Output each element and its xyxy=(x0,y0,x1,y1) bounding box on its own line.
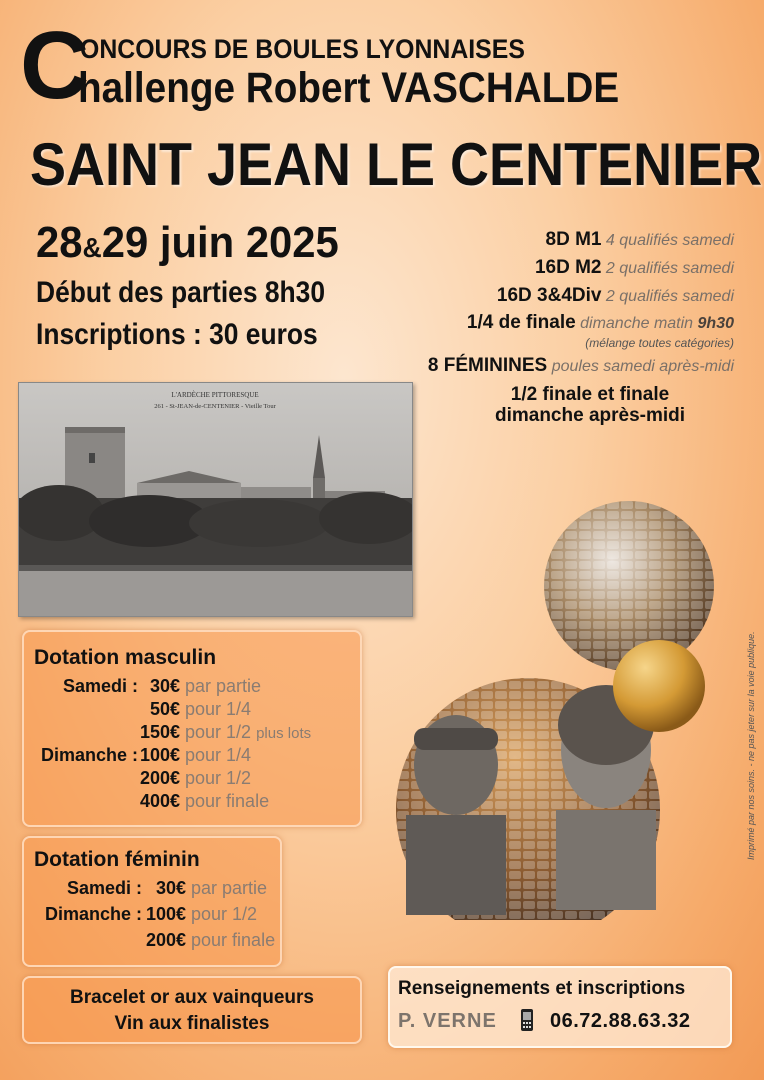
table-row xyxy=(34,745,251,766)
schedule-line-1 xyxy=(546,229,735,251)
row-desc: pour finale xyxy=(185,791,270,811)
prizes-box xyxy=(22,976,362,1044)
schedule-note: 2 qualifiés samedi xyxy=(605,260,734,277)
date-ampersand: & xyxy=(82,232,102,263)
schedule-line-4 xyxy=(467,312,734,334)
title-location: SAINT JEAN LE CENTENIER xyxy=(30,131,763,198)
contact-title: Renseignements et inscriptions xyxy=(398,978,686,999)
print-notice xyxy=(746,520,760,860)
prizes-line-1: Bracelet or aux vainqueurs xyxy=(70,987,314,1008)
dotation-feminin-title: Dotation féminin xyxy=(34,848,200,871)
registration-fee: Inscriptions : 30 euros xyxy=(36,318,318,351)
postcard-photo xyxy=(18,382,413,617)
table-row xyxy=(34,930,275,951)
schedule-category: 16D 3&4Div xyxy=(496,285,602,306)
table-row xyxy=(34,699,251,720)
finals-line-1: 1/2 finale et finale xyxy=(510,384,670,405)
schedule-line-2 xyxy=(535,257,734,279)
row-label: Dimanche : xyxy=(40,745,138,765)
postcard-caption-top: L'ARDÈCHE PITTORESQUE xyxy=(171,391,259,399)
dotation-masculin-box xyxy=(22,630,362,827)
schedule-line-3 xyxy=(497,285,734,307)
contact-box xyxy=(388,966,732,1048)
row-amount: 30€ xyxy=(149,676,180,696)
start-time: Début des parties 8h30 xyxy=(36,276,326,309)
row-amount: 100€ xyxy=(139,745,180,765)
finals-line-2: dimanche après-midi xyxy=(494,405,686,426)
schedule-line-6 xyxy=(428,355,734,377)
row-label: Samedi : xyxy=(62,676,138,696)
dotation-masculin-title: Dotation masculin xyxy=(34,646,217,669)
mobile-phone-icon xyxy=(520,1008,534,1032)
row-label: Dimanche : xyxy=(44,904,142,924)
row-amount: 400€ xyxy=(139,791,180,811)
schedule-line-5 xyxy=(585,334,734,352)
row-desc: pour 1/2 xyxy=(185,768,252,788)
row-desc: par partie xyxy=(191,878,268,898)
title-concours: ONCOURS DE BOULES LYONNAISES xyxy=(80,34,525,64)
row-label: Samedi : xyxy=(66,878,142,898)
row-desc: pour finale xyxy=(191,930,276,950)
schedule-category: 16D M2 xyxy=(534,257,602,278)
boules-graphic xyxy=(396,500,736,920)
row-extra: plus lots xyxy=(256,725,312,742)
row-desc: pour 1/4 xyxy=(185,699,252,719)
table-row xyxy=(34,878,267,899)
village-illustration xyxy=(19,383,412,616)
row-amount: 200€ xyxy=(139,768,180,788)
row-desc: pour 1/4 xyxy=(185,745,252,765)
event-date xyxy=(36,218,339,268)
title-challenge: hallenge Robert VASCHALDE xyxy=(78,64,620,112)
schedule-subnote: (mélange toutes catégories) xyxy=(585,336,734,350)
schedule-category: 1/4 de finale xyxy=(466,312,576,333)
row-amount: 200€ xyxy=(145,930,186,950)
boules-illustration xyxy=(396,500,736,920)
contact-phone[interactable]: 06.72.88.63.32 xyxy=(550,1010,691,1032)
postcard-caption-bottom: 261 - St-JEAN-de-CENTENIER - Vieille Tour xyxy=(154,403,276,410)
table-row xyxy=(34,791,269,812)
row-amount: 100€ xyxy=(145,904,186,924)
date-second-day: 29 juin 2025 xyxy=(101,218,339,267)
schedule-note: 4 qualifiés samedi xyxy=(605,232,734,249)
row-amount: 50€ xyxy=(149,699,180,719)
contact-name: P. VERNE xyxy=(398,1010,497,1032)
prizes-line-2: Vin aux finalistes xyxy=(114,1013,270,1034)
schedule-note: poules samedi après-midi xyxy=(551,358,734,375)
row-desc: par partie xyxy=(185,676,262,696)
schedule-time: 9h30 xyxy=(697,315,734,332)
table-row xyxy=(34,768,251,789)
row-desc: pour 1/2 xyxy=(191,904,258,924)
date-first-day: 28 xyxy=(36,218,83,267)
table-row xyxy=(34,722,311,743)
row-desc: pour 1/2 xyxy=(185,722,252,742)
print-notice-text: Imprimé par nos soins. - ne pas jeter sur la voie publique. xyxy=(746,631,756,860)
schedule-note: 2 qualifiés samedi xyxy=(605,288,734,305)
schedule-category: 8D M1 xyxy=(545,229,602,250)
table-row xyxy=(34,904,257,925)
schedule-note: dimanche matin xyxy=(580,315,694,332)
table-row xyxy=(34,676,261,697)
schedule-category: 8 FÉMININES xyxy=(427,355,548,376)
title-initial-c: C xyxy=(20,12,88,119)
dotation-feminin-box xyxy=(22,836,282,967)
finals-info xyxy=(440,384,740,426)
row-amount: 30€ xyxy=(155,878,186,898)
row-amount: 150€ xyxy=(139,722,180,742)
